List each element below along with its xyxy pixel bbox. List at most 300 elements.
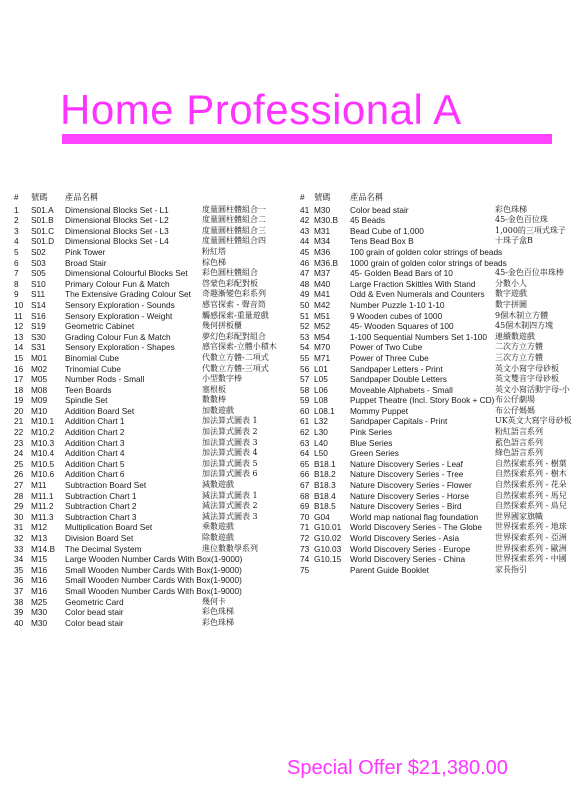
- item-name-zh: 十珠子盒B: [495, 236, 533, 246]
- item-number: 31: [14, 522, 24, 533]
- item-number: 70: [300, 511, 310, 522]
- item-code: M10.3: [31, 437, 55, 448]
- item-number: 38: [14, 596, 24, 607]
- item-code: M30: [314, 204, 331, 215]
- item-name-en: Binomial Cube: [65, 352, 119, 363]
- table-row: [300, 385, 581, 396]
- item-name-en: 1000 grain of golden color strings of beads: [350, 257, 507, 268]
- item-number: 22: [14, 427, 24, 438]
- item-name-zh: 幾何拼板櫃: [202, 321, 242, 331]
- table-row: [14, 480, 299, 491]
- item-name-zh: 觸感探索-重量遊戲: [202, 310, 269, 320]
- item-code: S03: [31, 257, 46, 268]
- item-name-zh: 彩色圓柱體組合: [202, 268, 258, 278]
- table-row: [14, 258, 299, 269]
- item-name-zh: 彩色珠梯: [495, 204, 527, 214]
- item-name-en: Large Wooden Number Cards With Box(1-9000): [65, 554, 243, 565]
- item-name-en: 45- Golden Bead Bars of 10: [350, 268, 453, 279]
- table-row: [300, 416, 581, 427]
- table-row: [300, 353, 581, 364]
- item-code: M01: [31, 352, 48, 363]
- item-name-en: Odd & Even Numerals and Counters: [350, 289, 485, 300]
- item-code: L30: [314, 427, 328, 438]
- item-number: 58: [300, 384, 310, 395]
- item-number: 2: [14, 215, 19, 226]
- item-name-en: Green Series: [350, 448, 399, 459]
- item-code: M30.B: [314, 215, 338, 226]
- item-number: 46: [300, 257, 310, 268]
- item-number: 60: [300, 405, 310, 416]
- table-row: [300, 469, 581, 480]
- item-name-zh: 奇趣漸變色彩系列: [202, 289, 266, 299]
- item-name-en: Multiplication Board Set: [65, 522, 153, 533]
- item-number: 50: [300, 299, 310, 310]
- table-header: [300, 192, 581, 203]
- item-number: 73: [300, 543, 310, 554]
- item-number: 8: [14, 278, 19, 289]
- item-name-en: Sensory Exploration - Shapes: [65, 342, 175, 353]
- item-name-en: 45 Beads: [350, 215, 386, 226]
- item-code: L40: [314, 437, 328, 448]
- item-name-en: Addition Chart 3: [65, 437, 125, 448]
- item-name-zh: 英文小寫字母砂板: [495, 363, 559, 373]
- table-row: [300, 480, 581, 491]
- item-name-zh: 塞根板: [202, 384, 226, 394]
- item-code: S14: [31, 299, 46, 310]
- item-code: L01: [314, 363, 328, 374]
- item-name-en: Dimensional Blocks Set - L1: [65, 204, 169, 215]
- item-code: M70: [314, 342, 331, 353]
- item-number: 21: [14, 416, 24, 427]
- item-name-en: The Extensive Grading Colour Set: [65, 289, 191, 300]
- item-code: M16: [31, 575, 48, 586]
- item-name-zh: 彩色珠梯: [202, 617, 234, 627]
- item-number: 25: [14, 458, 24, 469]
- item-number: 19: [14, 395, 24, 406]
- item-code: M10.1: [31, 416, 55, 427]
- item-name-en: Teen Boards: [65, 384, 112, 395]
- item-name-zh: 度量圓柱體組合一: [202, 204, 266, 214]
- item-name-zh: 自然探索系列 - 花朵: [495, 480, 567, 490]
- item-code: M36.B: [314, 257, 338, 268]
- item-code: M10.5: [31, 458, 55, 469]
- item-code: M36: [314, 246, 331, 257]
- item-code: M11.1: [31, 490, 54, 501]
- item-name-zh: 感官探索-立體小積木: [202, 342, 277, 352]
- item-name-en: World Discovery Series - Europe: [350, 543, 471, 554]
- item-name-en: 45- Wooden Squares of 100: [350, 321, 454, 332]
- table-row: [14, 533, 299, 544]
- item-code: M12: [31, 522, 48, 533]
- item-name-en: Addition Chart 5: [65, 458, 125, 469]
- item-name-en: Subtraction Chart 1: [65, 490, 137, 501]
- item-name-en: Moveable Alphabets - Small: [350, 384, 453, 395]
- item-code: G10.03: [314, 543, 342, 554]
- table-row: [300, 268, 581, 279]
- table-row: [14, 279, 299, 290]
- item-number: 72: [300, 533, 310, 543]
- item-code: S19: [31, 321, 46, 332]
- item-name-zh: 布公仔劇場: [495, 395, 535, 405]
- table-row: [14, 364, 299, 375]
- item-name-zh: 除數遊戲: [202, 533, 234, 542]
- item-name-zh: 減法算式圖表 3: [202, 511, 258, 521]
- table-row: [14, 311, 299, 322]
- item-number: 71: [300, 522, 310, 533]
- table-row: [14, 300, 299, 311]
- item-name-zh: 度量圓柱體組合四: [202, 236, 266, 246]
- item-number: 28: [14, 490, 24, 501]
- table-row: [300, 289, 581, 300]
- item-number: 39: [14, 607, 24, 618]
- table-row: [300, 215, 581, 226]
- table-header: [14, 192, 299, 203]
- item-number: 62: [300, 427, 310, 438]
- item-name-en: Geometric Cabinet: [65, 321, 135, 332]
- item-name-en: Nature Discovery Series - Leaf: [350, 458, 463, 469]
- item-name-zh: 減法算式圖表 2: [202, 501, 258, 511]
- item-name-en: Puppet Theatre (Incl. Story Book + CD): [350, 395, 495, 406]
- table-row: [300, 226, 581, 237]
- item-code: S02: [31, 246, 46, 257]
- table-row: [14, 289, 299, 300]
- item-name-en: Trinomial Cube: [65, 363, 121, 374]
- item-code: M10.2: [31, 427, 55, 438]
- item-number: 9: [14, 289, 19, 300]
- item-name-zh: 世界探索系列 - 亞洲: [495, 533, 567, 542]
- item-number: 17: [14, 374, 24, 385]
- item-code: G04: [314, 511, 330, 522]
- item-name-zh: 世界國家旗幟: [495, 511, 543, 521]
- item-name-zh: 代數立方體-三項式: [202, 363, 269, 373]
- item-number: 37: [14, 585, 24, 596]
- item-code: L05: [314, 374, 328, 385]
- table-row: [300, 342, 581, 353]
- item-code: M10.6: [31, 469, 55, 480]
- item-number: 16: [14, 363, 24, 374]
- item-code: M37: [314, 268, 331, 279]
- header-product-name: 產品名稱: [350, 192, 384, 202]
- table-row: [14, 491, 299, 502]
- item-name-zh: 二次方立方體: [495, 342, 543, 352]
- table-row: [14, 205, 299, 216]
- item-name-zh: 英文小寫活動字母-小: [495, 384, 570, 394]
- table-row: [14, 512, 299, 523]
- item-name-zh: 自然探索系列 - 樹木: [495, 469, 567, 479]
- item-name-en: Sensory Exploration - Sounds: [65, 299, 175, 310]
- item-name-en: Dimensional Blocks Set - L3: [65, 225, 169, 236]
- title-underline-bar: [62, 134, 552, 144]
- item-name-en: Number Puzzle 1-10 1-10: [350, 299, 445, 310]
- item-code: M15: [31, 554, 48, 565]
- item-name-en: World Discovery Series - The Globe: [350, 522, 483, 533]
- item-code: M41: [314, 289, 331, 300]
- item-name-zh: 加法算式圖表 4: [202, 448, 258, 458]
- item-name-zh: 代數立方體-二項式: [202, 352, 269, 362]
- header-number: #: [14, 192, 19, 202]
- item-name-en: Addition Chart 4: [65, 448, 125, 459]
- table-row: [14, 459, 299, 470]
- item-name-zh: 度量圓柱體組合二: [202, 215, 266, 225]
- item-number: 6: [14, 257, 19, 268]
- item-code: M30: [31, 607, 48, 618]
- item-number: 52: [300, 321, 310, 332]
- item-code: G10.02: [314, 533, 342, 543]
- item-name-zh: 加法算式圖表 1: [202, 416, 258, 426]
- table-row: [14, 247, 299, 258]
- item-number: 68: [300, 490, 310, 501]
- item-code: M13: [31, 533, 48, 543]
- item-name-en: Pink Series: [350, 427, 392, 438]
- item-name-zh: 自然探索系列 - 鳥兒: [495, 501, 567, 511]
- item-name-zh: 9個木制立方體: [495, 310, 549, 320]
- item-code: M30: [31, 617, 48, 628]
- item-number: 47: [300, 268, 310, 279]
- item-code: S01.C: [31, 225, 55, 236]
- item-number: 18: [14, 384, 24, 395]
- table-row: [300, 491, 581, 502]
- item-name-en: Sandpaper Letters - Print: [350, 363, 443, 374]
- item-name-zh: 粉紅語言系列: [495, 427, 543, 437]
- item-code: S16: [31, 310, 46, 321]
- item-code: B18.2: [314, 469, 336, 480]
- item-name-en: Color bead stair: [350, 204, 409, 215]
- item-name-en: Power of Three Cube: [350, 352, 429, 363]
- item-code: G10.01: [314, 522, 342, 533]
- item-code: L50: [314, 448, 328, 459]
- item-name-en: Geometric Card: [65, 596, 124, 607]
- item-number: 11: [14, 310, 23, 321]
- item-name-en: Nature Discovery Series - Tree: [350, 469, 464, 480]
- item-name-zh: 藍色語言系列: [495, 437, 543, 447]
- table-row: [14, 353, 299, 364]
- item-number: 65: [300, 458, 310, 469]
- item-code: M31: [314, 225, 331, 236]
- item-name-en: Number Rods - Small: [65, 374, 145, 385]
- item-code: M08: [31, 384, 48, 395]
- table-row: [300, 364, 581, 375]
- item-number: 48: [300, 278, 310, 289]
- item-name-en: Large Fraction Skittles With Stand: [350, 278, 476, 289]
- table-row: [14, 427, 299, 438]
- item-name-en: Broad Stair: [65, 257, 107, 268]
- item-code: M10: [31, 405, 48, 416]
- item-name-zh: 夢幻色彩配對組合: [202, 331, 266, 341]
- item-code: M16: [31, 564, 48, 575]
- item-number: 67: [300, 480, 310, 491]
- item-name-en: Addition Chart 2: [65, 427, 125, 438]
- item-number: 20: [14, 405, 24, 416]
- item-name-en: Addition Chart 6: [65, 469, 125, 480]
- item-code: S11: [31, 289, 46, 300]
- table-row: [300, 448, 581, 459]
- item-name-en: Sandpaper Capitals - Print: [350, 416, 448, 427]
- item-code: M34: [314, 236, 331, 247]
- item-code: L08.1: [314, 405, 335, 416]
- item-number: 57: [300, 374, 310, 385]
- item-name-en: Grading Colour Fun & Match: [65, 331, 171, 342]
- item-name-zh: 45-金色百位珠: [495, 215, 548, 225]
- item-code: M54: [314, 331, 331, 342]
- table-row: [300, 247, 581, 258]
- table-row: [14, 385, 299, 396]
- item-name-zh: 進位數數學系列: [202, 543, 258, 553]
- item-name-en: Small Wooden Number Cards With Box(1-9000): [65, 585, 242, 596]
- product-list-right: [300, 192, 581, 575]
- item-name-zh: 綠色語言系列: [495, 448, 543, 458]
- table-row: [300, 459, 581, 470]
- item-code: S01.D: [31, 236, 55, 247]
- item-name-en: Bead Cube of 1,000: [350, 225, 424, 236]
- item-name-zh: 減法算式圖表 1: [202, 490, 258, 500]
- item-code: M14.B: [31, 543, 55, 554]
- table-row: [300, 522, 581, 533]
- item-name-en: Parent Guide Booklet: [350, 564, 429, 575]
- item-name-en: Addition Chart 1: [65, 416, 125, 427]
- item-number: 51: [300, 310, 310, 321]
- table-row: [300, 565, 581, 576]
- table-row: [14, 395, 299, 406]
- table-row: [14, 332, 299, 343]
- table-row: [14, 342, 299, 353]
- item-name-en: Spindle Set: [65, 395, 108, 406]
- item-name-zh: 棕色梯: [202, 257, 226, 267]
- item-code: M05: [31, 374, 48, 385]
- table-row: [14, 438, 299, 449]
- table-row: [14, 236, 299, 247]
- item-name-en: Subtraction Board Set: [65, 480, 147, 491]
- item-name-en: Nature Discovery Series - Bird: [350, 501, 462, 512]
- item-name-zh: 減數遊戲: [202, 480, 234, 490]
- table-row: [300, 311, 581, 322]
- item-number: 41: [300, 204, 310, 215]
- item-number: 32: [14, 533, 24, 543]
- table-row: [300, 533, 581, 544]
- item-name-en: Pink Tower: [65, 246, 106, 257]
- table-row: [300, 300, 581, 311]
- item-code: M11.2: [31, 501, 54, 512]
- table-row: [300, 332, 581, 343]
- page-title: Home Professional A: [60, 86, 462, 133]
- item-name-en: Dimensional Colourful Blocks Set: [65, 268, 188, 279]
- table-row: [14, 501, 299, 512]
- item-name-en: Color bead stair: [65, 617, 124, 628]
- table-row: [300, 501, 581, 512]
- item-number: 69: [300, 501, 310, 512]
- item-name-zh: 世界探索系列 - 地球: [495, 522, 567, 532]
- item-number: 23: [14, 437, 24, 448]
- item-name-en: Mommy Puppet: [350, 405, 409, 416]
- item-code: S01.A: [31, 204, 54, 215]
- item-number: 12: [14, 321, 24, 332]
- item-number: 14: [14, 342, 24, 353]
- table-row: [300, 374, 581, 385]
- item-name-en: Blue Series: [350, 437, 393, 448]
- item-code: L06: [314, 384, 328, 395]
- item-number: 45: [300, 246, 310, 257]
- item-number: 53: [300, 331, 310, 342]
- table-row: [14, 416, 299, 427]
- item-code: S31: [31, 342, 46, 353]
- table-row: [14, 321, 299, 332]
- item-name-en: Tens Bead Box B: [350, 236, 414, 247]
- item-code: M11: [31, 480, 47, 491]
- item-name-en: Nature Discovery Series - Horse: [350, 490, 469, 501]
- table-row: [14, 554, 299, 565]
- item-code: S05: [31, 268, 46, 279]
- item-name-zh: 世界探索系列 - 歐洲: [495, 543, 567, 553]
- item-name-zh: 加法算式圖表 2: [202, 427, 258, 437]
- item-name-en: Color bead stair: [65, 607, 124, 618]
- table-row: [14, 575, 299, 586]
- item-number: 54: [300, 342, 310, 353]
- item-name-en: Dimensional Blocks Set - L4: [65, 236, 169, 247]
- item-code: S01.B: [31, 215, 54, 226]
- item-name-en: Small Wooden Number Cards With Box(1-9000): [65, 575, 242, 586]
- item-code: M16: [31, 585, 48, 596]
- product-list-left: [14, 192, 299, 628]
- item-name-zh: 自然探索系列 - 樹葉: [495, 458, 567, 468]
- table-row: [14, 618, 299, 629]
- item-name-en: Small Wooden Number Cards With Box(1-9000): [65, 564, 242, 575]
- item-name-zh: 加法算式圖表 6: [202, 469, 258, 479]
- table-row: [14, 586, 299, 597]
- item-number: 56: [300, 363, 310, 374]
- item-number: 13: [14, 331, 24, 342]
- item-code: M40: [314, 278, 331, 289]
- table-row: [14, 607, 299, 618]
- item-code: M52: [314, 321, 331, 332]
- item-name-zh: 分數小人: [495, 278, 527, 288]
- item-code: B18.1: [314, 458, 336, 469]
- item-name-zh: 小型數字棒: [202, 374, 242, 384]
- item-number: 64: [300, 448, 310, 459]
- item-number: 33: [14, 543, 24, 554]
- item-name-zh: 布公仔媽媽: [495, 405, 535, 415]
- item-code: B18.3: [314, 480, 336, 491]
- item-number: 61: [300, 416, 310, 427]
- table-row: [14, 215, 299, 226]
- item-name-zh: 加法算式圖表 3: [202, 437, 258, 447]
- item-number: 42: [300, 215, 310, 226]
- item-number: 30: [14, 511, 24, 522]
- item-name-zh: 三次方立方體: [495, 352, 543, 362]
- item-number: 63: [300, 437, 310, 448]
- item-number: 74: [300, 554, 310, 565]
- item-number: 40: [14, 617, 24, 628]
- table-row: [300, 258, 581, 269]
- table-row: [300, 236, 581, 247]
- item-number: 59: [300, 395, 310, 406]
- item-name-zh: 感官探索 - 聲音筒: [202, 299, 266, 309]
- item-name-en: Primary Colour Fun & Match: [65, 278, 170, 289]
- item-code: L08: [314, 395, 328, 406]
- item-number: 3: [14, 225, 19, 236]
- item-code: S30: [31, 331, 46, 342]
- item-number: 4: [14, 236, 19, 247]
- table-row: [14, 374, 299, 385]
- item-number: 27: [14, 480, 24, 491]
- item-name-zh: 家長指引: [495, 564, 527, 574]
- header-number: #: [300, 192, 305, 202]
- item-name-zh: 彩色珠梯: [202, 607, 234, 617]
- table-row: [14, 226, 299, 237]
- item-name-zh: 45個木制四方塊: [495, 321, 554, 331]
- table-row: [14, 597, 299, 608]
- item-code: M42: [314, 299, 331, 310]
- item-code: L32: [314, 416, 328, 427]
- item-code: M09: [31, 395, 48, 406]
